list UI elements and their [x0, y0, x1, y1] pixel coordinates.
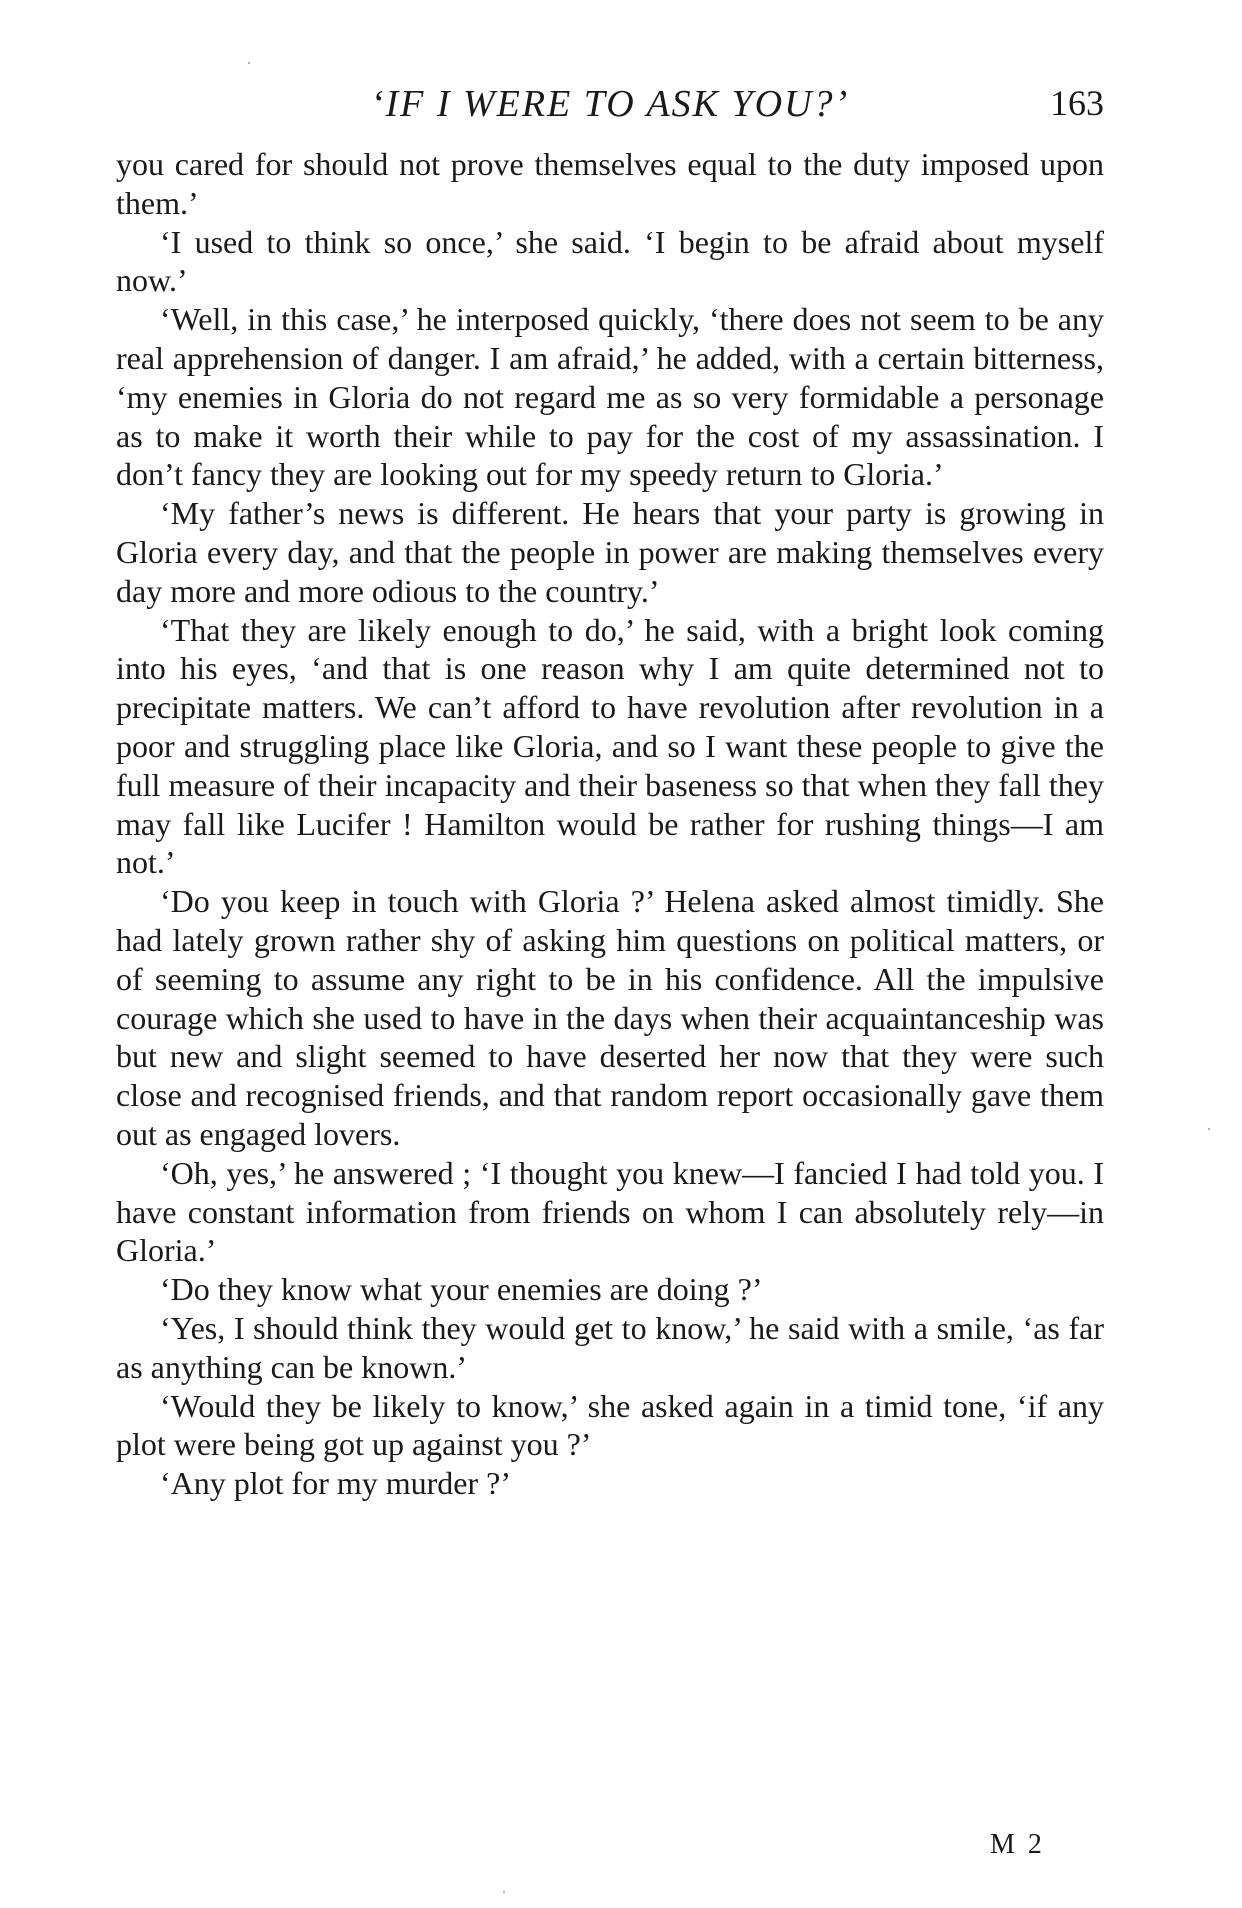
paragraph: ‘Any plot for my murder ?’	[160, 1465, 512, 1502]
paragraph: ‘Would they be likely to know,’ she asked again in a timid tone, ‘if any plot were being got up against you ?’	[116, 1387, 1104, 1463]
paragraph: ‘I used to think so once,’ she said. ‘I begin to be afraid about myself now.’	[116, 223, 1104, 299]
paper-speck	[248, 62, 250, 64]
paragraph: ‘Do you keep in touch with Gloria ?’ Helena asked almost timidly. She had lately grown rather shy of asking him questions on political matters, or of seeming to assume any right to be in his confidence. All the impulsive courage which she used to have in the days when their acquaintanceship was but new and slight seemed to have deserted her now that they were such close and recognised friends, and that random report occasionally gave them out as engaged lovers.	[116, 883, 1104, 1152]
running-title: ‘IF I WERE TO ASK YOU?’	[370, 83, 850, 125]
paper-speck	[1208, 1128, 1210, 1130]
signature-mark: M 2	[990, 1829, 1045, 1860]
paragraph: ‘Do they know what your enemies are doing ?’	[160, 1271, 763, 1308]
paragraph: ‘That they are likely enough to do,’ he said, with a bright look coming into his eyes, ‘and that is one reason why I am quite determined not to precipitate matters. We can’t afford to have revolution after revolution in a poor and struggling place like Gloria, and so I want these people to give the full measure of their incapacity and their baseness so that when they fall they may fall like Lucifer ! Hamilton would be rather for rushing things—I am not.’	[116, 611, 1104, 881]
running-head	[116, 82, 1104, 130]
body-text	[116, 145, 1104, 1503]
paragraph: you cared for should not prove themselves equal to the duty imposed upon them.’	[116, 146, 1104, 221]
paragraph: ‘My father’s news is different. He hears that your party is growing in Gloria every day, and that the people in power are making themselves every day more and more odious to the country.’	[116, 495, 1104, 609]
paragraph: ‘Oh, yes,’ he answered ; ‘I thought you knew—I fancied I had told you. I have constant information from friends on whom I can absolutely rely—in Gloria.’	[116, 1154, 1104, 1269]
paper-speck	[503, 1891, 505, 1893]
paragraph: ‘Yes, I should think they would get to know,’ he said with a smile, ‘as far as anything can be known.’	[116, 1309, 1104, 1385]
page-number: 163	[1050, 83, 1104, 123]
paragraph: ‘Well, in this case,’ he interposed quickly, ‘there does not seem to be any real apprehension of danger. I am afraid,’ he added, with a certain bitterness, ‘my enemies in Gloria do not regard me as so very formidable a personage as to make it worth their while to pay for the cost of my assassination. I don’t fancy they are looking out for my speedy return to Gloria.’	[116, 301, 1104, 493]
